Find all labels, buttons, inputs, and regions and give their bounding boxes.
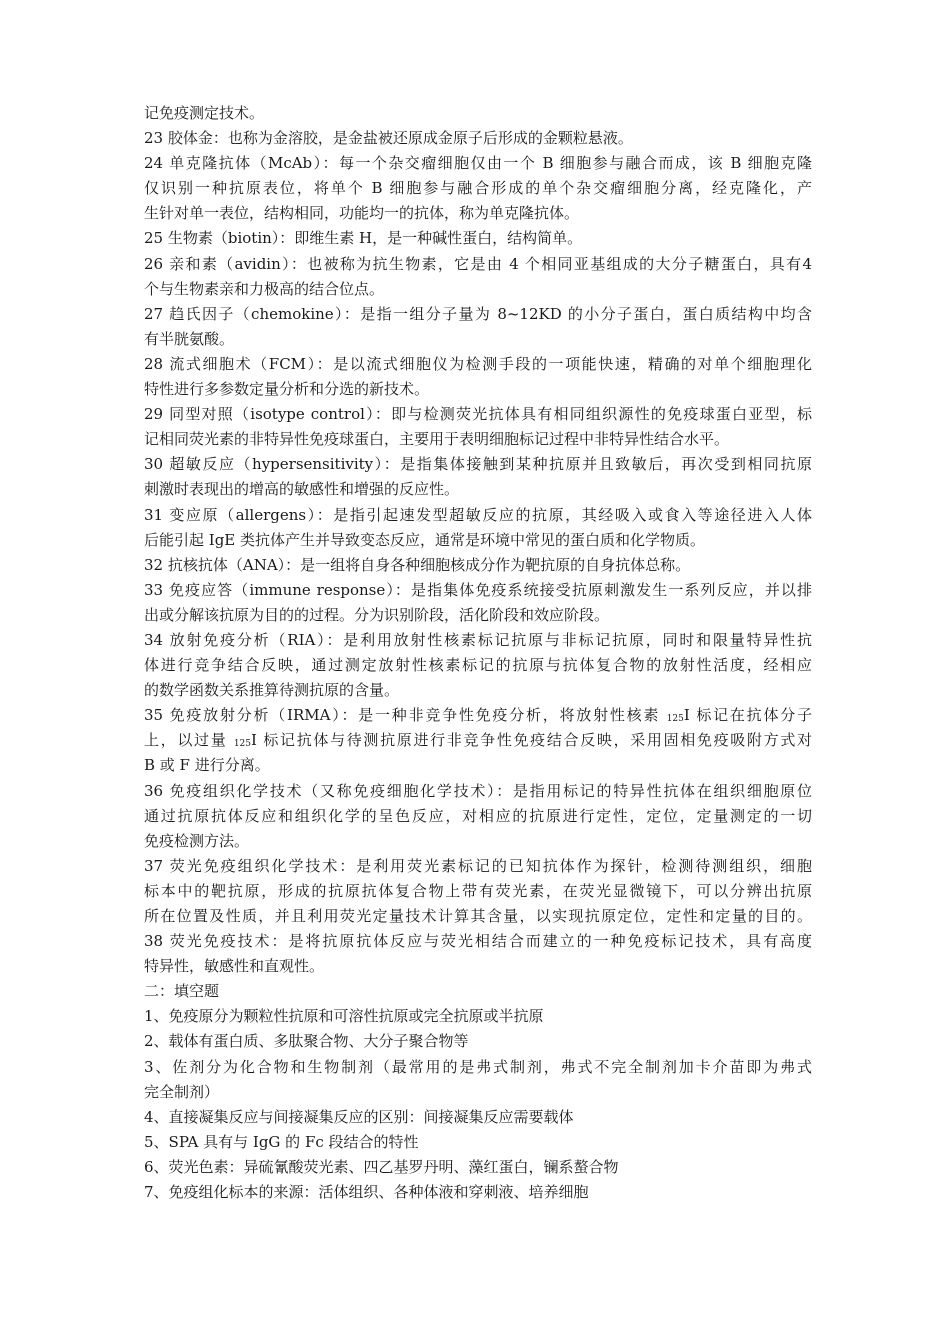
- text-line: 后能引起 IgE 类抗体产生并导致变态反应，通常是环境中常见的蛋白质和化学物质。: [144, 530, 706, 549]
- text-line: 免疫检测方法。: [144, 831, 250, 850]
- text-line: [144, 728, 812, 753]
- text-line: 体进行竞争结合反映，通过测定放射性核素标记的抗原与抗体复合物的放射性活度，经相应: [144, 656, 812, 675]
- text-segment: I 标记抗体与待测抗原进行非竞争性免疫结合反映，采用固相免疫吸附方式对: [251, 731, 812, 750]
- text-line: 37 荧光免疫组织化学技术：是利用荧光素标记的已知抗体作为探针，检测待测组织，细胞: [144, 856, 812, 875]
- text-line: [144, 703, 812, 728]
- text-line: 的数学函数关系推算待测抗原的含量。: [144, 681, 400, 700]
- text-line: 23 胶体金：也称为金溶胶，是金盐被还原成金原子后形成的金颗粒悬液。: [144, 129, 633, 148]
- text-line: 所在位置及性质，并且利用荧光定量技术计算其含量，以实现抗原定位，定性和定量的目的。: [144, 907, 812, 925]
- text-line: 31 变应原（allergens）：是指引起速发型超敏反应的抗原，其经吸入或食入等途径进入人体: [144, 505, 812, 524]
- text-line: 5、SPA 具有与 IgG 的 Fc 段结合的特性: [144, 1132, 419, 1151]
- text-line: 记相同荧光素的非特异性免疫球蛋白，主要用于表明细胞标记过程中非特异性结合水平。: [144, 430, 730, 449]
- text-line: 30 超敏反应（hypersensitivity）：是指集体接触到某种抗原并且致敏后，再次受到相同抗原: [144, 455, 812, 474]
- text-line: 刺激时表现出的增高的敏感性和增强的反应性。: [144, 480, 460, 499]
- text-segment: 上，以过量: [144, 731, 234, 750]
- text-line: 二：填空题: [144, 982, 220, 1001]
- text-line: 特性进行多参数定量分析和分选的新技术。: [144, 380, 430, 399]
- text-line: 通过抗原抗体反应和组织化学的呈色反应，对相应的抗原进行定性，定位，定量测定的一切: [144, 806, 812, 825]
- text-line: 记免疫测定技术。: [144, 104, 265, 122]
- text-line: B 或 F 进行分离。: [144, 756, 270, 775]
- text-line: 6、荧光色素：异硫氰酸荧光素、四乙基罗丹明、藻红蛋白，镧系螯合物: [144, 1157, 619, 1176]
- text-line: 出或分解该抗原为目的的过程。分为识别阶段，活化阶段和效应阶段。: [144, 605, 610, 624]
- text-line: 28 流式细胞术（FCM）：是以流式细胞仪为检测手段的一项能快速，精确的对单个细胞理化: [144, 354, 812, 373]
- document-page: [144, 101, 812, 1205]
- text-line: 38 荧光免疫技术：是将抗原抗体反应与荧光相结合而建立的一种免疫标记技术，具有高度: [144, 932, 812, 951]
- isotope-superscript: 125: [666, 714, 684, 725]
- text-line: 生针对单一表位，结构相同，功能均一的抗体，称为单克隆抗体。: [144, 204, 580, 223]
- text-line: 有半胱氨酸。: [144, 329, 235, 348]
- text-line: 34 放射免疫分析（RIA）：是利用放射性核素标记抗原与非标记抗原，同时和限量特异性抗: [144, 630, 812, 649]
- text-line: 25 生物素（biotin）：即维生素 H，是一种碱性蛋白，结构简单。: [144, 229, 583, 248]
- text-line: 24 单克隆抗体（McAb）：每一个杂交瘤细胞仅由一个 B 细胞参与融合而成，该 B 细胞克隆: [144, 154, 812, 173]
- text-line: 个与生物素亲和力极高的结合位点。: [144, 279, 385, 298]
- text-line: 26 亲和素（avidin）：也被称为抗生物素，它是由 4 个相同亚基组成的大分子糖蛋白，具有4: [144, 254, 812, 273]
- text-line: 29 同型对照（isotype control）：即与检测荧光抗体具有相同组织源性的免疫球蛋白亚型，标: [144, 405, 812, 424]
- text-line: 1、免疫原分为颗粒性抗原和可溶性抗原或完全抗原或半抗原: [144, 1007, 544, 1026]
- text-line: 4、直接凝集反应与间接凝集反应的区别：间接凝集反应需要载体: [144, 1107, 574, 1126]
- text-line: 36 免疫组织化学技术（又称免疫细胞化学技术）：是指用标记的特异性抗体在组织细胞原位: [144, 781, 812, 800]
- text-line: 33 免疫应答（immune response）：是指集体免疫系统接受抗原刺激发生一系列反应，并以排: [144, 580, 812, 599]
- text-line: 7、免疫组化标本的来源：活体组织、各种体液和穿刺液、培养细胞: [144, 1183, 589, 1202]
- text-line: 3、佐剂分为化合物和生物制剂（最常用的是弗式制剂，弗式不完全制剂加卡介苗即为弗式: [144, 1057, 812, 1076]
- text-line: 特异性，敏感性和直观性。: [144, 957, 325, 976]
- text-line: 完全制剂）: [144, 1082, 220, 1101]
- text-segment: I 标记在抗体分子: [683, 706, 812, 725]
- isotope-superscript: 125: [233, 739, 252, 750]
- text-line: 仅识别一种抗原表位，将单个 B 细胞参与融合形成的单个杂交瘤细胞分离，经克隆化，产: [144, 179, 812, 198]
- text-line: 2、载体有蛋白质、多肽聚合物、大分子聚合物等: [144, 1032, 469, 1051]
- text-line: 32 抗核抗体（ANA）：是一组将自身各种细胞核成分作为靶抗原的自身抗体总称。: [144, 555, 691, 574]
- text-segment: 35 免疫放射分析（IRMA）：是一种非竞争性免疫分析，将放射性核素: [144, 706, 667, 725]
- text-line: 27 趋氏因子（chemokine）：是指一组分子量为 8~12KD 的小分子蛋白，蛋白质结构中均含: [144, 304, 812, 323]
- text-line: 标本中的靶抗原，形成的抗原抗体复合物上带有荧光素，在荧光显微镜下，可以分辨出抗原: [144, 881, 812, 900]
